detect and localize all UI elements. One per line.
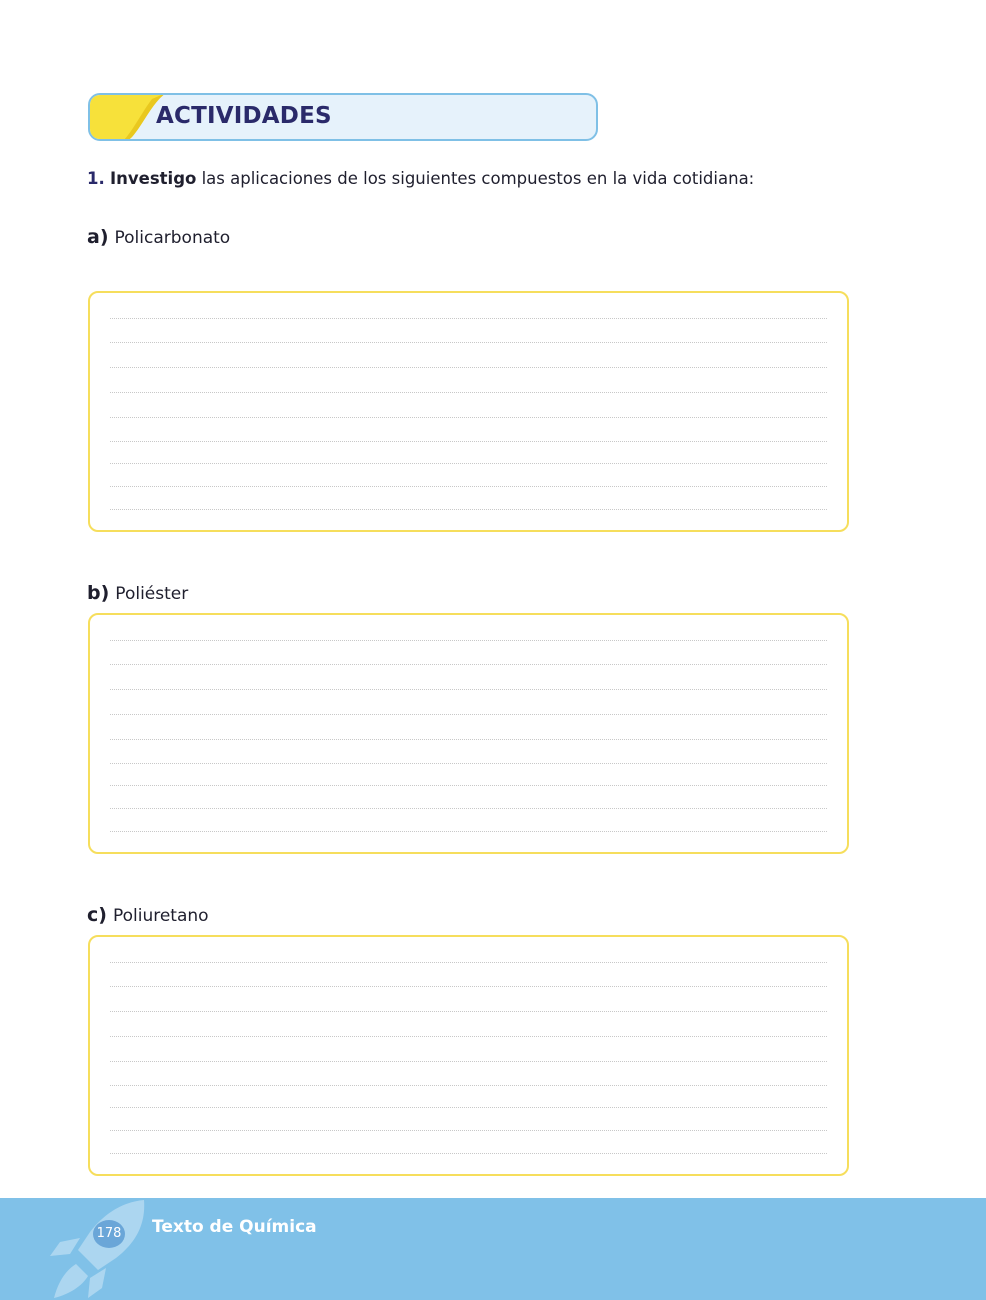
writing-line [110,714,827,715]
item-label-c [87,904,209,926]
writing-line [110,342,827,343]
question-number: 1. [87,169,105,188]
writing-line [110,441,827,442]
question-text [87,169,754,188]
writing-line [110,785,827,786]
writing-line [110,1153,827,1154]
item-label-b [87,582,188,604]
writing-line [110,1011,827,1012]
item-label-a [87,226,230,248]
writing-line [110,1107,827,1108]
writing-line [110,417,827,418]
writing-line [110,463,827,464]
writing-line [110,763,827,764]
answer-box-c[interactable] [88,935,849,1176]
item-letter: b) [87,582,110,604]
question-body: las aplicaciones de los siguientes compuestos en la vida cotidiana: [196,169,755,188]
writing-line [110,486,827,487]
writing-line [110,367,827,368]
writing-line [110,808,827,809]
item-letter: c) [87,904,107,926]
writing-line [110,831,827,832]
answer-box-a[interactable] [88,291,849,532]
writing-line [110,1130,827,1131]
writing-line [110,1085,827,1086]
writing-line [110,962,827,963]
question-verb: Investigo [110,169,197,188]
page-footer [0,1198,986,1300]
item-name: Policarbonato [114,228,231,248]
item-letter: a) [87,226,109,248]
writing-line [110,664,827,665]
writing-line [110,318,827,319]
writing-line [110,392,827,393]
item-name: Poliuretano [112,906,209,926]
writing-line [110,1036,827,1037]
writing-line [110,689,827,690]
answer-box-b[interactable] [88,613,849,854]
writing-line [110,1061,827,1062]
section-banner [88,93,598,141]
writing-line [110,986,827,987]
writing-line [110,640,827,641]
book-title: Texto de Química [152,1217,317,1237]
item-name: Poliéster [115,584,189,604]
rocket-icon [40,1198,160,1300]
section-title: ACTIVIDADES [156,103,332,129]
writing-line [110,509,827,510]
writing-line [110,739,827,740]
page-number: 178 [93,1220,125,1248]
